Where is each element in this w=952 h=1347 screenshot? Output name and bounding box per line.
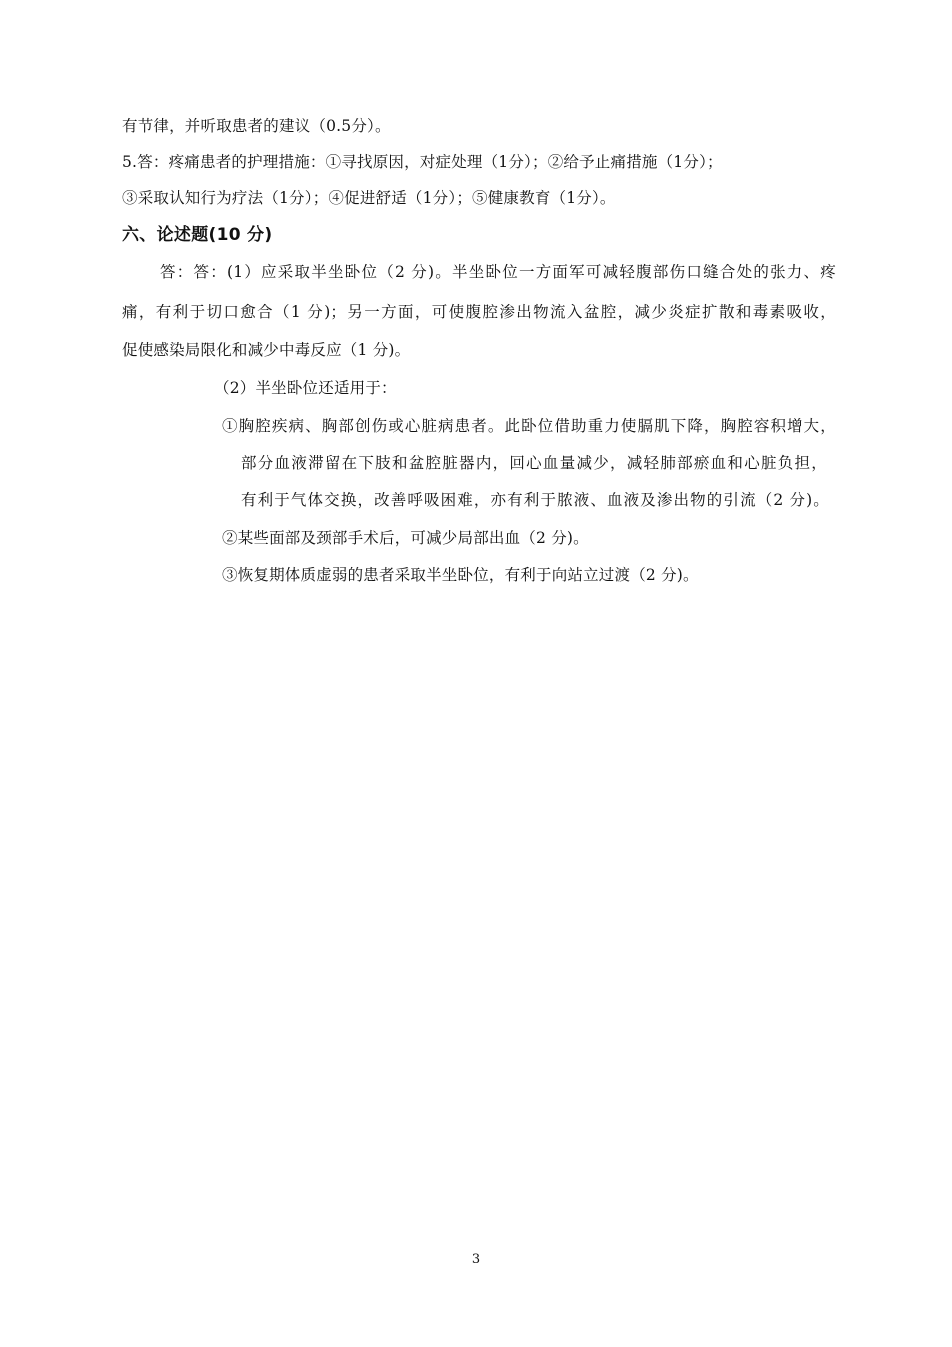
section5-line-2: 5.答：疼痛患者的护理措施：①寻找原因，对症处理（1分）；②给予止痛措施（1分）； [122,153,723,171]
section6-item1-line-2: 部分血液滞留在下肢和盆腔脏器内，回心血量减少，减轻肺部瘀血和心脏负担， [241,454,827,472]
page-number: 3 [471,1252,481,1267]
section6-heading: 六、论述题(10 分) [122,225,273,245]
section6-answer-line-1: 答：答：(1）应采取半坐卧位（2 分)。半坐卧位一方面军可减轻腹部伤口缝合处的张力、疼 [160,263,836,281]
section6-answer-line-2: 痛，有利于切口愈合（1 分)；另一方面，可使腹腔渗出物流入盆腔，减少炎症扩散和毒素吸收， [122,303,836,321]
section5-line-3: ③采取认知行为疗法（1分）；④促进舒适（1分）；⑤健康教育（1分）。 [122,189,616,207]
section6-item2: ②某些面部及颈部手术后，可减少局部出血（2 分)。 [222,529,589,547]
section6-answer-line-3: 促使感染局限化和减少中毒反应（1 分)。 [122,341,411,359]
section6-item1-line-1: ①胸腔疾病、胸部创伤或心脏病患者。此卧位借助重力使膈肌下降，胸腔容积增大， [222,417,836,435]
section6-item3: ③恢复期体质虚弱的患者采取半坐卧位，有利于向站立过渡（2 分)。 [222,566,699,584]
section5-line-1: 有节律，并听取患者的建议（0.5分）。 [122,117,391,135]
section6-item1-line-3: 有利于气体交换，改善呼吸困难，亦有利于脓液、血液及渗出物的引流（2 分)。 [241,491,829,509]
section6-part2-intro: （2）半坐卧位还适用于： [214,379,397,397]
